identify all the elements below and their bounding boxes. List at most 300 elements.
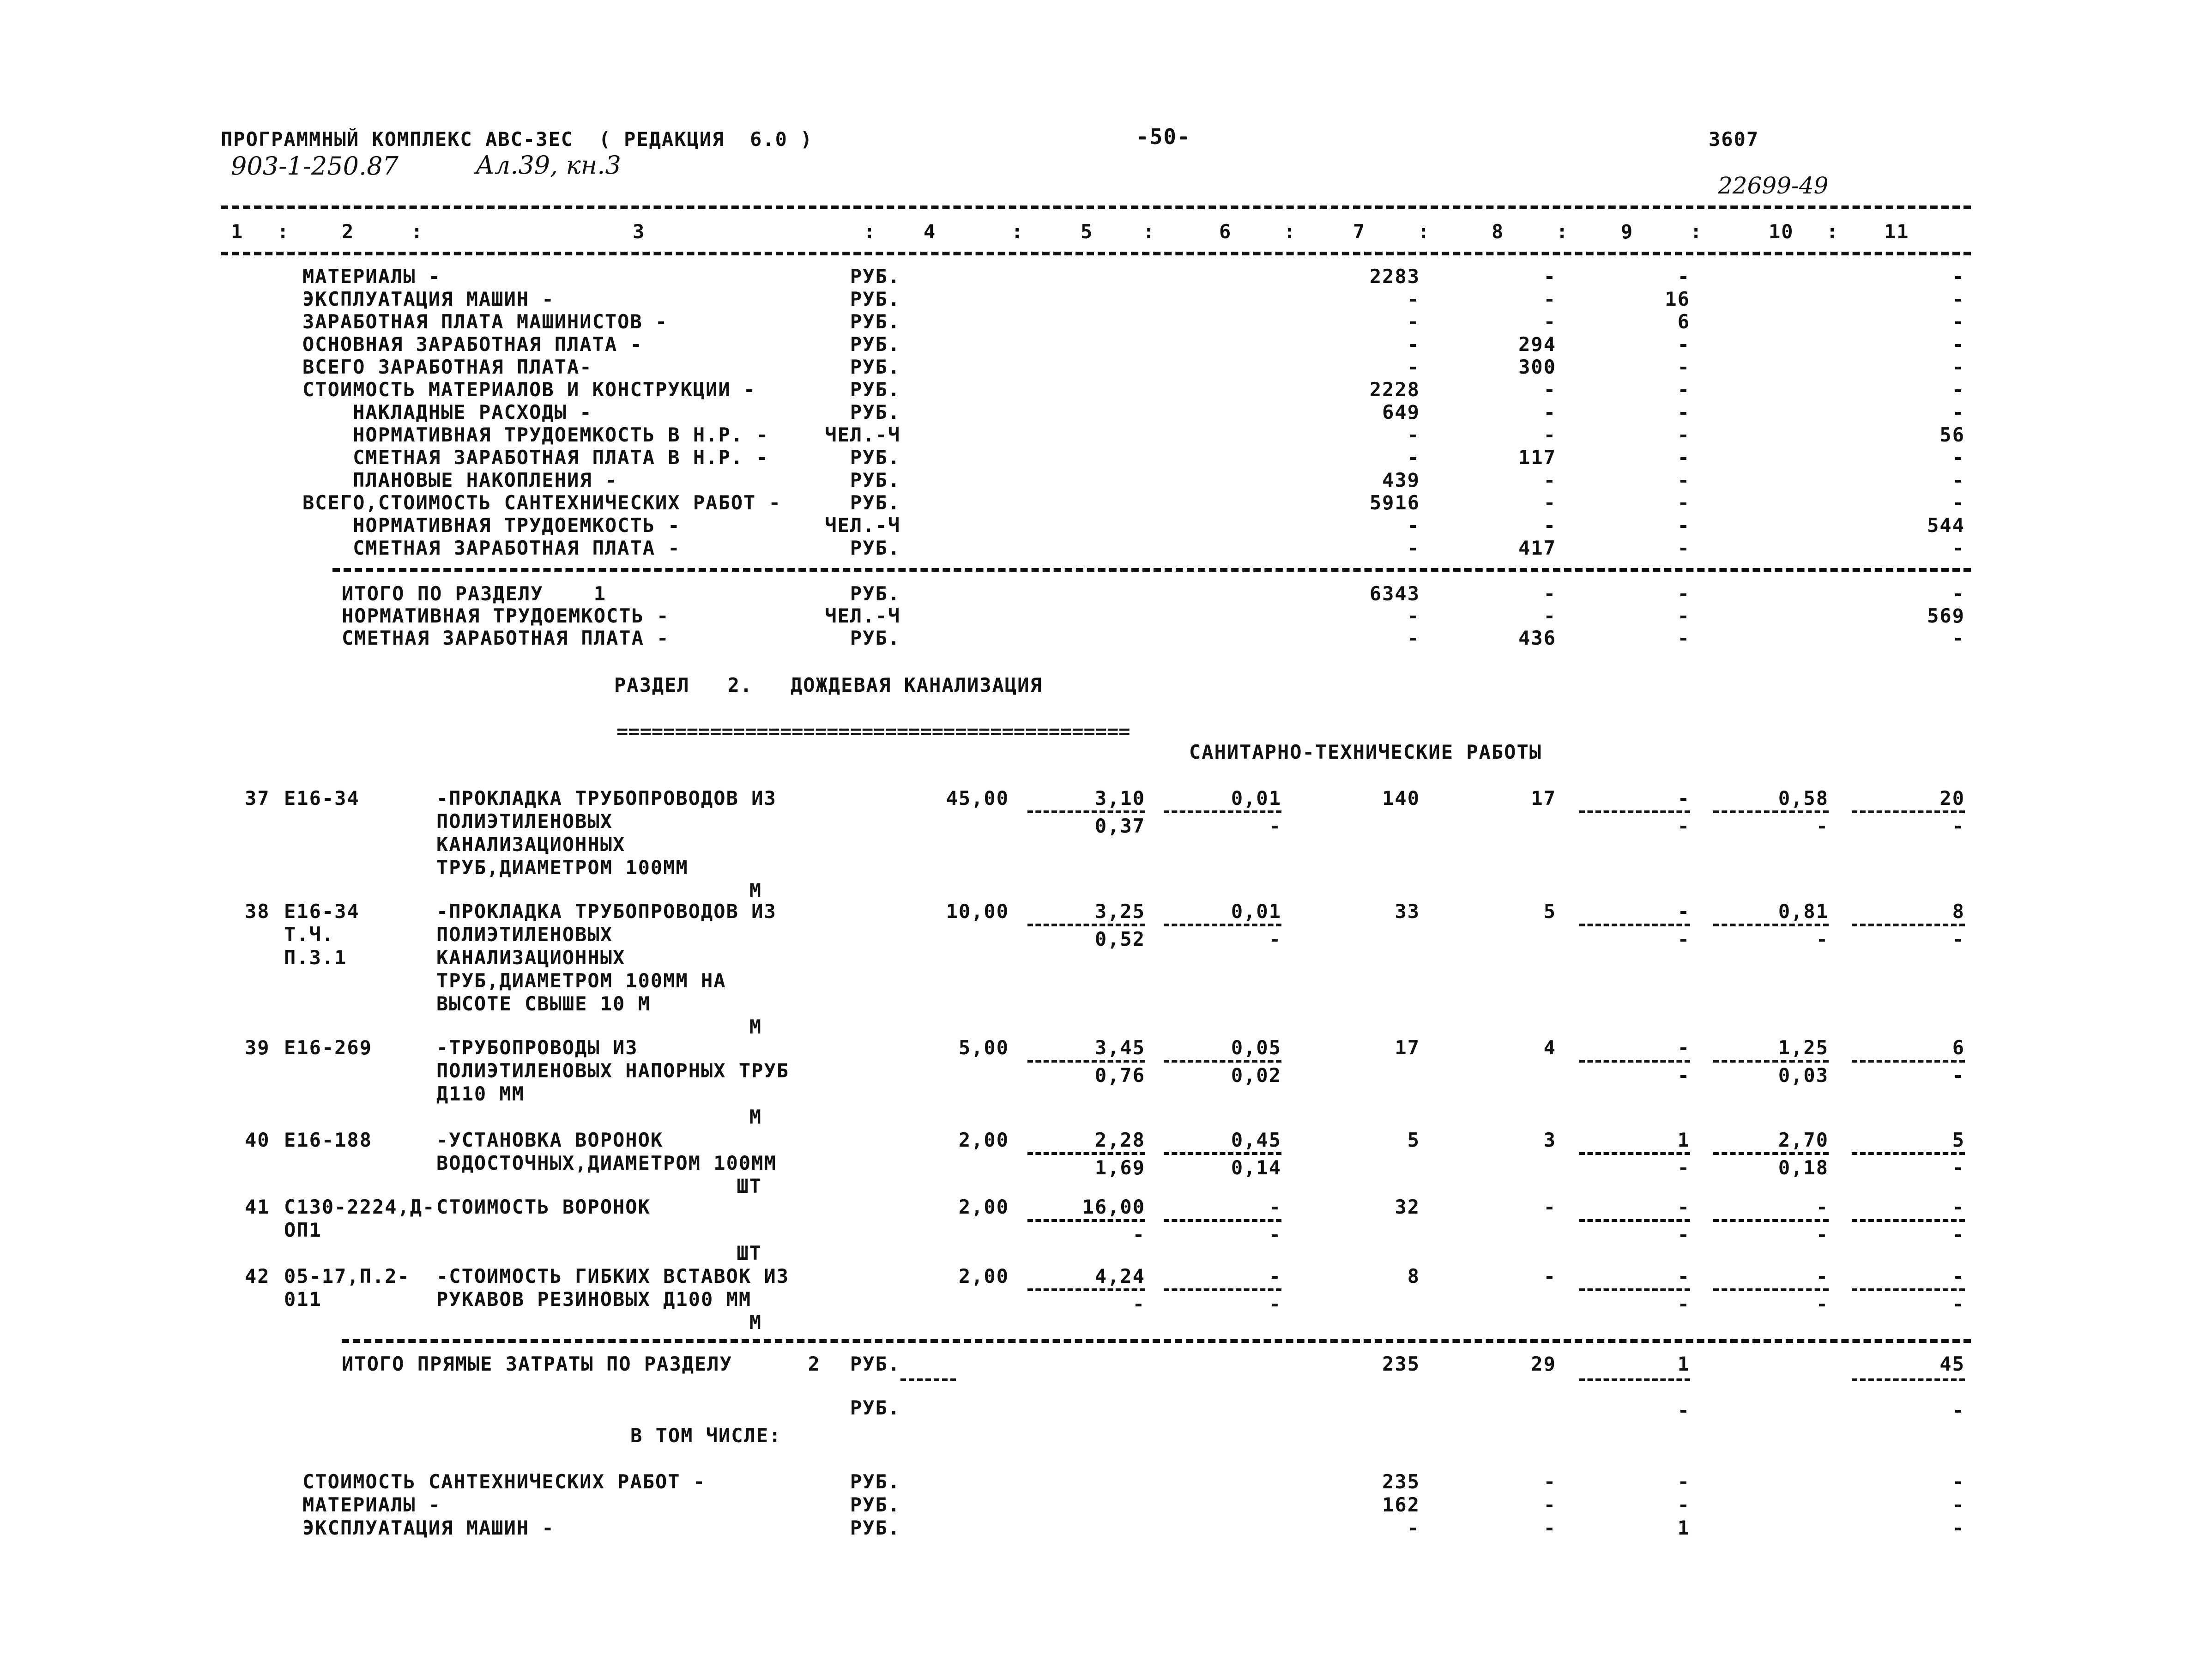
summary1-row-unit: РУБ. [850,378,900,401]
item-col11: 8 [1952,900,1965,923]
item-description: ВЫСОТЕ СВЫШЕ 10 М [436,992,651,1015]
item-unit: М [749,1311,762,1334]
item-description: ПОЛИЭТИЛЕНОВЫХ [436,810,613,833]
item-col6-sub: 0,14 [1231,1156,1281,1179]
item-code: Е16-269 [284,1036,373,1059]
col6-underline [1164,1288,1281,1291]
col5-underline [1027,924,1145,926]
item-unit: М [749,1015,762,1038]
summary1-row-col7: - [1407,446,1420,469]
section1-total-label: СМЕТНАЯ ЗАРАБОТНАЯ ПЛАТА - [342,627,670,649]
summary1-row-col8: - [1543,514,1556,537]
summary1-row-col8: - [1543,288,1556,310]
summary1-row-unit: РУБ. [850,491,900,514]
summary1-row-label: ОСНОВНАЯ ЗАРАБОТНАЯ ПЛАТА - [302,333,643,356]
summary1-row-col11: - [1952,333,1965,356]
summary1-row-col11: - [1952,310,1965,333]
summary1-row-col7: 439 [1382,469,1420,491]
summary1-row-label: ЗАРАБОТНАЯ ПЛАТА МАШИНИСТОВ - [302,310,668,333]
summary1-row-unit: РУБ. [850,446,900,469]
col9-underline [1579,924,1690,926]
summary1-row-col7: - [1407,288,1420,310]
item-col6-sub: - [1269,1293,1281,1315]
summary1-row-col11: 544 [1927,514,1965,537]
summary1-row-col11: - [1952,356,1965,378]
item-description: СТОИМОСТЬ ВОРОНОК [436,1196,651,1218]
item-col6-sub: - [1269,928,1281,950]
column-header-7: : [1011,220,1024,243]
item-description: -ПРОКЛАДКА ТРУБОПРОВОДОВ ИЗ [436,900,777,923]
summary1-row-col11: - [1952,491,1965,514]
item-col6: - [1269,1196,1281,1218]
section1-total-col11: 569 [1927,604,1965,627]
summary1-row-unit: РУБ. [850,537,900,559]
summary1-row-col9: - [1677,378,1690,401]
col9-underline [1579,810,1690,813]
item-col11-sub: - [1952,1223,1965,1246]
item-col6: 0,01 [1231,787,1281,810]
summary2-row-unit: РУБ. [850,1517,900,1539]
summary1-row-col9: - [1677,333,1690,356]
summary1-row-col9: - [1677,401,1690,423]
item-col10: 1,25 [1778,1036,1829,1059]
summary1-row-col8: - [1543,469,1556,491]
item-description: ТРУБ,ДИАМЕТРОМ 100ММ НА [436,969,726,992]
section1-total-unit: РУБ. [850,627,900,649]
section1-total-col11: - [1952,582,1965,605]
item-code: Е16-188 [284,1129,373,1151]
item-col7: 17 [1395,1036,1420,1059]
summary2-row-col8: - [1543,1493,1556,1516]
summary1-row-label: МАТЕРИАЛЫ - [302,265,441,288]
section2-separator: ============================================ [616,720,1130,743]
item-col10: - [1816,1265,1829,1287]
item-description: КАНАЛИЗАЦИОННЫХ [436,833,626,856]
column-header-3: : [411,220,424,243]
col5-underline [1027,1152,1145,1155]
item-code: Е16-34 [284,787,360,810]
item-unit: М [749,879,762,902]
item-col10-sub: 0,03 [1778,1064,1829,1087]
column-header-0: 1 [231,220,244,243]
item-col5: 3,45 [1094,1036,1145,1059]
col11-underline [1852,1060,1965,1063]
col6-underline [1164,810,1281,813]
col10-underline [1713,1219,1829,1222]
item-col9: - [1677,900,1690,923]
summary1-row-label: СТОИМОСТЬ МАТЕРИАЛОВ И КОНСТРУКЦИИ - [302,378,756,401]
item-col6-sub: - [1269,1223,1281,1246]
column-header-10: 6 [1219,220,1232,243]
summary1-row-col7: - [1407,356,1420,378]
header-rule-top [221,205,1971,209]
item-col10: - [1816,1196,1829,1218]
section1-total-col9: - [1677,582,1690,605]
item-col11: - [1952,1265,1965,1287]
item-col8: 17 [1531,787,1556,810]
item-description: Д110 ММ [436,1082,525,1105]
direct-total-col11-sub: - [1952,1399,1965,1421]
summary2-row-col11: - [1952,1517,1965,1539]
item-description: ТРУБ,ДИАМЕТРОМ 100ММ [436,856,689,879]
summary1-row-col7: 2283 [1369,265,1420,288]
column-header-16: 9 [1621,220,1634,243]
item-col7: 32 [1395,1196,1420,1218]
item-col5-sub: - [1132,1293,1145,1315]
column-header-4: 3 [633,220,646,243]
col11-underline [1852,1219,1965,1222]
summary1-row-col9: 6 [1677,310,1690,333]
item-description: -ПРОКЛАДКА ТРУБОПРОВОДОВ ИЗ [436,787,777,810]
item-description: -ТРУБОПРОВОДЫ ИЗ [436,1036,638,1059]
handwritten-project-code: 903-1-250.87 [231,151,399,181]
item-col8: 3 [1543,1129,1556,1151]
column-header-6: 4 [924,220,936,243]
summary2-row-label: СТОИМОСТЬ САНТЕХНИЧЕСКИХ РАБОТ - [302,1470,706,1493]
item-col5-sub: - [1132,1223,1145,1246]
summary1-row-col8: - [1543,265,1556,288]
summary1-row-unit: РУБ. [850,469,900,491]
section1-total-unit: ЧЕЛ.-Ч [825,604,900,627]
item-col8: - [1543,1196,1556,1218]
section2-subtitle: САНИТАРНО-ТЕХНИЧЕСКИЕ РАБОТЫ [1189,741,1542,763]
summary1-row-col11: - [1952,537,1965,559]
summary1-row-label: ВСЕГО ЗАРАБОТНАЯ ПЛАТА- [302,356,592,378]
col10-underline [1713,810,1829,813]
summary1-row-col9: 16 [1665,288,1690,310]
item-col6: 0,01 [1231,900,1281,923]
item-col11: 6 [1952,1036,1965,1059]
summary1-row-unit: РУБ. [850,310,900,333]
item-code: П.3.1 [284,946,347,969]
item-col11: - [1952,1196,1965,1218]
item-col7: 140 [1382,787,1420,810]
col10-underline [1713,1288,1829,1291]
column-header-17: : [1690,220,1703,243]
item-col7: 33 [1395,900,1420,923]
summary1-row-unit: ЧЕЛ.-Ч [825,423,900,446]
summary1-row-label: СМЕТНАЯ ЗАРАБОТНАЯ ПЛАТА В Н.Р. - [302,446,769,469]
item-col11-sub: - [1952,815,1965,837]
summary1-row-label: СМЕТНАЯ ЗАРАБОТНАЯ ПЛАТА - [302,537,681,559]
column-header-18: 10 [1769,220,1794,243]
item-col9-sub: - [1677,1223,1690,1246]
direct-total-col7: 235 [1382,1353,1420,1375]
col9-underline [1579,1060,1690,1063]
item-code: С130-2224,Д- [284,1196,435,1218]
col10-underline [1713,1152,1829,1155]
summary2-row-col11: - [1952,1470,1965,1493]
col6-underline [1164,924,1281,926]
item-col6: - [1269,1265,1281,1287]
summary1-row-label: НОРМАТИВНАЯ ТРУДОЕМКОСТЬ - [302,514,681,537]
program-title: ПРОГРАММНЫЙ КОМПЛЕКС АВС-3ЕС ( РЕДАКЦИЯ 6.0 ) [221,128,813,151]
col5-underline [1027,1060,1145,1063]
item-code: ОП1 [284,1219,322,1241]
col5-underline [1027,1219,1145,1222]
section1-total-col7: - [1407,604,1420,627]
summary1-row-col8: - [1543,310,1556,333]
summary1-row-col11: - [1952,401,1965,423]
summary1-row-col8: - [1543,378,1556,401]
summary2-row-unit: РУБ. [850,1470,900,1493]
direct-total-label: ИТОГО ПРЯМЫЕ ЗАТРАТЫ ПО РАЗДЕЛУ 2 [342,1353,821,1375]
col11-underline [1852,924,1965,926]
item-col9-sub: - [1677,1064,1690,1087]
item-col11-sub: - [1952,1156,1965,1179]
direct-total-col11: 45 [1939,1353,1965,1375]
item-number: 42 [245,1265,270,1287]
item-number: 41 [245,1196,270,1218]
item-col11-sub: - [1952,928,1965,950]
item-col9-sub: - [1677,1156,1690,1179]
column-header-20: 11 [1884,220,1909,243]
col6-underline [1164,1060,1281,1063]
summary1-row-col7: - [1407,537,1420,559]
item-col5: 3,25 [1094,900,1145,923]
summary1-row-col8: 417 [1518,537,1556,559]
item-description: -УСТАНОВКА ВОРОНОК [436,1129,664,1151]
item-col7: 5 [1407,1129,1420,1151]
item-unit: ШТ [737,1175,762,1197]
item-col6: 0,05 [1231,1036,1281,1059]
item-col9: - [1677,1036,1690,1059]
item-col6-sub: 0,02 [1231,1064,1281,1087]
summary1-row-col7: - [1407,333,1420,356]
column-header-11: : [1284,220,1297,243]
summary2-row-col8: - [1543,1470,1556,1493]
column-header-19: : [1826,220,1839,243]
summary1-row-unit: ЧЕЛ.-Ч [825,514,900,537]
summary1-row-col8: 300 [1518,356,1556,378]
section1-total-unit: РУБ. [850,582,900,605]
item-col9: - [1677,1265,1690,1287]
summary2-row-col9: - [1677,1493,1690,1516]
summary1-row-col8: - [1543,423,1556,446]
summary1-row-col7: - [1407,310,1420,333]
section2-title: РАЗДЕЛ 2. ДОЖДЕВАЯ КАНАЛИЗАЦИЯ [614,674,1043,696]
item-col11: 20 [1939,787,1965,810]
col9-underline [1579,1288,1690,1291]
item-quantity: 2,00 [958,1196,1009,1218]
item-number: 37 [245,787,270,810]
summary1-row-col11: - [1952,378,1965,401]
item-unit: М [749,1106,762,1128]
item-col8: - [1543,1265,1556,1287]
summary1-row-col8: - [1543,491,1556,514]
item-quantity: 45,00 [946,787,1009,810]
item-code: Т.Ч. [284,923,335,946]
item-description: -СТОИМОСТЬ ГИБКИХ ВСТАВОК ИЗ [436,1265,790,1287]
item-col10-sub: - [1816,815,1829,837]
header-rule-bottom [221,252,1971,255]
summary1-row-col11: - [1952,446,1965,469]
direct-total-col9-sub: - [1677,1399,1690,1421]
item-number: 39 [245,1036,270,1059]
item-col9: - [1677,787,1690,810]
summary2-row-col7: 162 [1382,1493,1420,1516]
direct-total-col9: 1 [1677,1353,1690,1375]
item-col9-sub: - [1677,1293,1690,1315]
item-col9: 1 [1677,1129,1690,1151]
summary2-row-unit: РУБ. [850,1493,900,1516]
item-description: КАНАЛИЗАЦИОННЫХ [436,946,626,969]
summary1-row-unit: РУБ. [850,288,900,310]
summary2-row-label: ЭКСПЛУАТАЦИЯ МАШИН - [302,1517,555,1539]
item-description: ВОДОСТОЧНЫХ,ДИАМЕТРОМ 100ММ [436,1152,777,1174]
col11-underline [1852,1152,1965,1155]
item-col11-sub: - [1952,1064,1965,1087]
item-col10-sub: - [1816,1223,1829,1246]
summary1-row-col8: 294 [1518,333,1556,356]
item-quantity: 2,00 [958,1265,1009,1287]
direct-total-unit: РУБ. [850,1353,900,1375]
item-code: Е16-34 [284,900,360,923]
summary1-row-unit: РУБ. [850,333,900,356]
section1-total-col7: 6343 [1369,582,1420,605]
summary1-row-col11: - [1952,265,1965,288]
item-col10: 0,58 [1778,787,1829,810]
including-label: В ТОМ ЧИСЛЕ: [630,1424,782,1447]
item-col10-sub: - [1816,928,1829,950]
summary1-row-col9: - [1677,265,1690,288]
summary1-row-unit: РУБ. [850,401,900,423]
summary1-row-col7: - [1407,514,1420,537]
item-col10: 2,70 [1778,1129,1829,1151]
summary2-row-col8: - [1543,1517,1556,1539]
section1-total-label: НОРМАТИВНАЯ ТРУДОЕМКОСТЬ - [342,604,670,627]
item-col5-sub: 0,52 [1094,928,1145,950]
summary1-row-col7: 2228 [1369,378,1420,401]
column-header-14: 8 [1492,220,1504,243]
item-col10-sub: - [1816,1293,1829,1315]
summary1-row-col11: 56 [1939,423,1965,446]
summary1-row-label: ЭКСПЛУАТАЦИЯ МАШИН - [302,288,555,310]
col6-underline [1164,1152,1281,1155]
section1-total-label: ИТОГО ПО РАЗДЕЛУ 1 [342,582,607,605]
page-number: -50- [1136,124,1191,149]
summary1-row-col9: - [1677,423,1690,446]
handwritten-number: 22699-49 [1718,172,1829,199]
summary1-row-col7: 5916 [1369,491,1420,514]
section1-total-col9: - [1677,627,1690,649]
summary2-row-col11: - [1952,1493,1965,1516]
col9-underline [1579,1378,1690,1381]
column-header-1: : [277,220,290,243]
item-col6-sub: - [1269,815,1281,837]
summary1-row-col11: - [1952,288,1965,310]
item-col5: 3,10 [1094,787,1145,810]
column-header-9: : [1143,220,1156,243]
summary1-row-col7: - [1407,423,1420,446]
col11-underline [1852,810,1965,813]
item-col9-sub: - [1677,815,1690,837]
column-header-8: 5 [1081,220,1093,243]
item-code: 011 [284,1288,322,1311]
item-col5-sub: 0,37 [1094,815,1145,837]
col11-underline [1852,1378,1965,1381]
column-header-12: 7 [1353,220,1366,243]
col6-underline [1164,1219,1281,1222]
item-col10-sub: 0,18 [1778,1156,1829,1179]
summary1-row-col8: 117 [1518,446,1556,469]
direct-total-rule [342,1339,1971,1343]
summary1-row-col7: 649 [1382,401,1420,423]
item-description: РУКАВОВ РЕЗИНОВЫХ Д100 ММ [436,1288,752,1311]
item-description: ПОЛИЭТИЛЕНОВЫХ [436,923,613,946]
summary1-row-col9: - [1677,446,1690,469]
column-header-15: : [1556,220,1569,243]
column-header-13: : [1418,220,1431,243]
item-number: 40 [245,1129,270,1151]
item-code: 05-17,П.2- [284,1265,410,1287]
section1-total-col7: - [1407,627,1420,649]
summary1-row-label: НОРМАТИВНАЯ ТРУДОЕМКОСТЬ В Н.Р. - [302,423,769,446]
item-col5: 4,24 [1094,1265,1145,1287]
summary1-row-label: ВСЕГО,СТОИМОСТЬ САНТЕХНИЧЕСКИХ РАБОТ - [302,491,781,514]
summary1-row-unit: РУБ. [850,265,900,288]
col5-underline [1027,810,1145,813]
summary1-row-label: ПЛАНОВЫЕ НАКОПЛЕНИЯ - [302,469,618,491]
summary1-row-label: НАКЛАДНЫЕ РАСХОДЫ - [302,401,592,423]
handwritten-album: Ал.39, кн.3 [476,151,621,180]
unit-underline [900,1378,956,1381]
item-col10: 0,81 [1778,900,1829,923]
item-quantity: 2,00 [958,1129,1009,1151]
summary2-row-label: МАТЕРИАЛЫ - [302,1493,441,1516]
col9-underline [1579,1152,1690,1155]
column-header-5: : [864,220,876,243]
col11-underline [1852,1288,1965,1291]
summary1-row-unit: РУБ. [850,356,900,378]
item-unit: ШТ [737,1242,762,1264]
item-col6: 0,45 [1231,1129,1281,1151]
summary1-row-col11: - [1952,469,1965,491]
item-col11-sub: - [1952,1293,1965,1315]
direct-total-unit-2: РУБ. [850,1396,900,1419]
summary1-row-col9: - [1677,514,1690,537]
doc-code: 3607 [1709,128,1759,151]
item-number: 38 [245,900,270,923]
summary2-row-col7: - [1407,1517,1420,1539]
item-col7: 8 [1407,1265,1420,1287]
item-description: ПОЛИЭТИЛЕНОВЫХ НАПОРНЫХ ТРУБ [436,1059,790,1082]
col10-underline [1713,1060,1829,1063]
section1-total-col8: - [1543,604,1556,627]
item-col8: 5 [1543,900,1556,923]
item-col5: 2,28 [1094,1129,1145,1151]
item-col8: 4 [1543,1036,1556,1059]
summary2-row-col9: - [1677,1470,1690,1493]
section1-total-col8: 436 [1518,627,1556,649]
item-col5-sub: 0,76 [1094,1064,1145,1087]
item-col5: 16,00 [1082,1196,1145,1218]
section1-total-col9: - [1677,604,1690,627]
section1-total-col8: - [1543,582,1556,605]
summary1-row-col9: - [1677,537,1690,559]
direct-total-col8: 29 [1531,1353,1556,1375]
col10-underline [1713,924,1829,926]
summary2-row-col7: 235 [1382,1470,1420,1493]
summary1-row-col9: - [1677,491,1690,514]
column-header-2: 2 [342,220,355,243]
section1-total-col11: - [1952,627,1965,649]
item-col9: - [1677,1196,1690,1218]
summary1-row-col9: - [1677,356,1690,378]
item-quantity: 5,00 [958,1036,1009,1059]
section1-rule [332,568,1971,572]
item-quantity: 10,00 [946,900,1009,923]
